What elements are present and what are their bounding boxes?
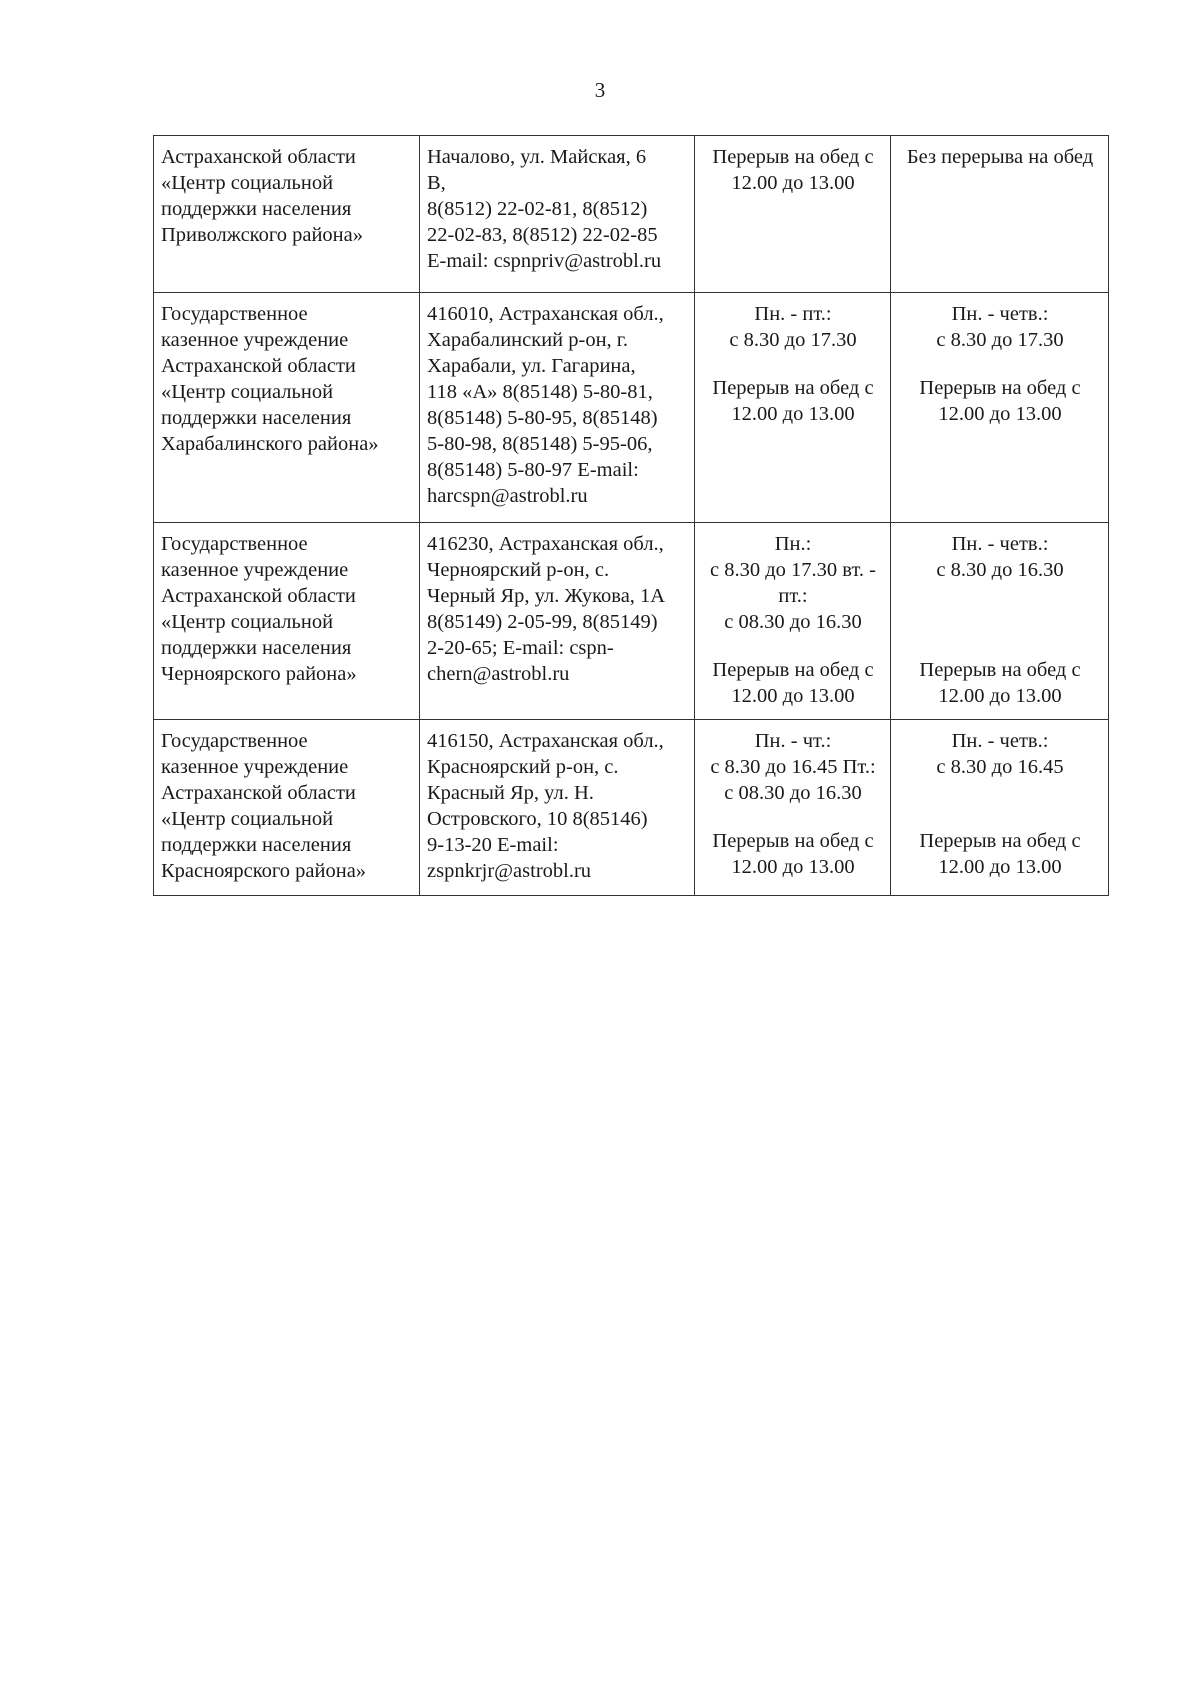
schedule-cell [695, 523, 891, 720]
schedule-cell [891, 720, 1109, 896]
address-text: Началово, ул. Майская, 6 В, 8(8512) 22-02-81, 8(8512) 22-02-83, 8(8512) 22-02-85 E-mail: cspnpriv@astrobl.ru [427, 146, 662, 272]
page-number: 3 [594, 78, 606, 102]
address-cell [420, 293, 695, 523]
lunch-break-text: Перерыв на обед с 12.00 до 13.00 [919, 830, 1081, 878]
lunch-break-text: Перерыв на обед с 12.00 до 13.00 [712, 659, 874, 707]
org-cell [154, 293, 420, 523]
schedule-cell [891, 293, 1109, 523]
address-text: 416150, Астраханская обл., Красноярский р-он, с. Красный Яр, ул. Н. Островского, 10 8(85146) 9-13-20 E-mail: zspnkrjr@astrobl.ru [427, 730, 664, 882]
schedule-cell [891, 523, 1109, 720]
lunch-break-text: Перерыв на обед с 12.00 до 13.00 [919, 377, 1081, 425]
org-name: Государственное казенное учреждение Астраханской области «Центр социальной поддержки населения Красноярского района» [161, 730, 367, 882]
work-hours-text: Без перерыва на обед [906, 146, 1094, 168]
lunch-break-text: Перерыв на обед с 12.00 до 13.00 [712, 146, 874, 194]
schedule-cell [891, 136, 1109, 293]
address-text: 416010, Астраханская обл., Харабалинский р-он, г. Харабали, ул. Гагарина, 118 «А» 8(85148) 5-80-81, 8(85148) 5-80-95, 8(85148) 5-80-98, 8(85148) 5-95-06, 8(85148) 5-80-97 E-mail: harcspn@astrobl.ru [427, 303, 664, 507]
table-row [154, 523, 1109, 720]
work-hours-text: Пн. - четв.: с 8.30 до 16.45 [936, 730, 1064, 778]
address-cell [420, 136, 695, 293]
org-name: Государственное казенное учреждение Астраханской области «Центр социальной поддержки населения Черноярского района» [161, 533, 357, 685]
lunch-break-text: Перерыв на обед с 12.00 до 13.00 [712, 830, 874, 878]
work-hours-text: Пн. - четв.: с 8.30 до 17.30 [936, 303, 1064, 351]
org-name: Государственное казенное учреждение Астраханской области «Центр социальной поддержки населения Харабалинского района» [161, 303, 379, 455]
table-row [154, 293, 1109, 523]
contacts-table [153, 135, 1109, 896]
schedule-cell [695, 293, 891, 523]
org-cell [154, 523, 420, 720]
org-name: Астраханской области «Центр социальной поддержки населения Приволжского района» [161, 146, 363, 246]
address-text: 416230, Астраханская обл., Черноярский р-он, с. Черный Яр, ул. Жукова, 1А 8(85149) 2-05-99, 8(85149) 2-20-65; E-mail: cspn- chern@astrobl.ru [427, 533, 666, 685]
schedule-cell [695, 720, 891, 896]
lunch-break-text: Перерыв на обед с 12.00 до 13.00 [919, 659, 1081, 707]
work-hours-text: Пн. - чт.: с 8.30 до 16.45 Пт.: с 08.30 до 16.30 [710, 730, 876, 804]
work-hours-text: Пн.: с 8.30 до 17.30 вт. - пт.: с 08.30 до 16.30 [710, 533, 876, 633]
table-row [154, 136, 1109, 293]
address-cell [420, 523, 695, 720]
org-cell [154, 136, 420, 293]
work-hours-text: Пн. - четв.: с 8.30 до 16.30 [936, 533, 1064, 581]
schedule-cell [695, 136, 891, 293]
lunch-break-text: Перерыв на обед с 12.00 до 13.00 [712, 377, 874, 425]
address-cell [420, 720, 695, 896]
work-hours-text: Пн. - пт.: с 8.30 до 17.30 [729, 303, 857, 351]
org-cell [154, 720, 420, 896]
table-row [154, 720, 1109, 896]
